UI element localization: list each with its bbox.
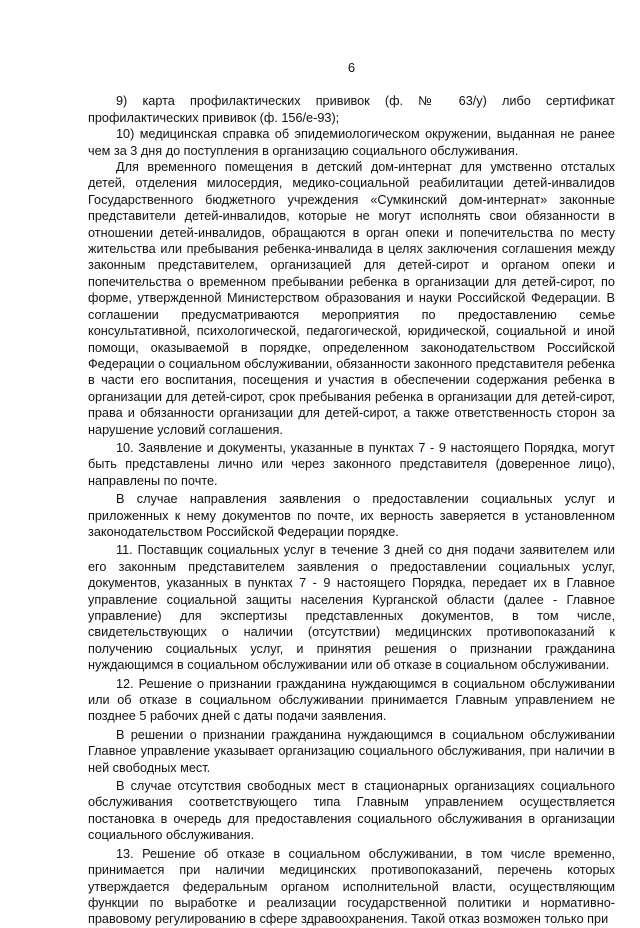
paragraph-clause-12: 12. Решение о признании гражданина нуждающимся в социальном обслуживании или об отказе в социальном обслуживании принимается Главным управлением не позднее 5 рабочих дней с даты подачи заявления. xyxy=(88,676,615,724)
paragraph-mail-submission: В случае направления заявления о предоставлении социальных услуг и приложенных к нему документов по почте, их верность заверяется в установленном законодательством Российской Федерации порядке. xyxy=(88,492,615,539)
paragraph-item-10: 10) медицинская справка об эпидемиологическом окружении, выданная не ранее чем за 3 дня до поступления в организацию социального обслуживания. xyxy=(88,127,615,158)
page-number: 6 xyxy=(347,60,356,75)
paragraph-clause-10: 10. Заявление и документы, указанные в пунктах 7 - 9 настоящего Порядка, могут быть представлены лично или через законного представителя (доверенное лицо), направлены по почте. xyxy=(88,440,615,488)
paragraph-clause-11: 11. Поставщик социальных услуг в течение 3 дней со дня подачи заявителем или его законным представителем заявления о предоставлении социальных услуг, документов, указанных в пунктах 7 - 9 настоящего Порядка, передает их в Главное управление социальной защиты населения Курганской области (далее - Главное управление) для экспертизы представленных документов, в том числе, свидетельствующих о наличии (отсутствии) медицинских противопоказаний к получению социальных услуг, и принятия решения о признании гражданина нуждающимся в социальном обслуживании или об отказе в социальном обслуживании. xyxy=(88,543,615,673)
paragraph-no-free-places: В случае отсутствия свободных мест в стационарных организациях социального обслуживания соответствующего типа Главным управлением осуществляется постановка в очередь для предоставления социального обслуживания в организации социального обслуживания. xyxy=(88,779,615,843)
paragraph-item-9: 9) карта профилактических прививок (ф. № 63/у) либо сертификат профилактических прививок (ф. 156/е-93); xyxy=(88,94,615,125)
paragraph-decision-organization: В решении о признании гражданина нуждающимся в социальном обслуживании Главное управление указывает организацию социального обслуживания, при наличии в ней свободных мест. xyxy=(88,727,615,775)
document-page xyxy=(88,60,615,928)
paragraph-temporary-placement: Для временного помещения в детский дом-интернат для умственно отсталых детей, отделения милосердия, медико-социальной реабилитации детей-инвалидов Государственного бюджетного учреждения «Сумкинский дом-интернат» законные представители детей-инвалидов, которые не могут исполнять свои обязанности в отношении детей-инвалидов, обращаются в орган опеки и попечительства по месту жительства или пребывания ребенка-инвалида в целях заключения соглашения между законным представителем, организацией для детей-сирот и органом опеки и попечительства о временном пребывании ребенка в организации для детей-сирот, по форме, утвержденной Министерством образования и науки Российской Федерации. В соглашении предусматриваются мероприятия по предоставлению семье консультативной, психологической, педагогической, юридической, социальной и иной помощи, оказываемой в порядке, определенном законодательством Российской Федерации о социальном обслуживании, обязанности законного представителя ребенка в части его воспитания, посещения и участия в обеспечении содержания ребенка в организации для детей-сирот, срок пребывания ребенка в организации для детей-сирот, права и обязанности организации для детей-сирот, а также ответственность сторон за нарушение условий соглашения. xyxy=(88,160,615,437)
paragraph-clause-13: 13. Решение об отказе в социальном обслуживании, в том числе временно, принимается при наличии медицинских противопоказаний, перечень которых утверждается федеральным органом исполнительной власти, осуществляющим функции по выработке и реализации государственной политики и нормативно-правовому регулированию в сфере здравоохранения. Такой отказ возможен только при xyxy=(88,846,615,927)
